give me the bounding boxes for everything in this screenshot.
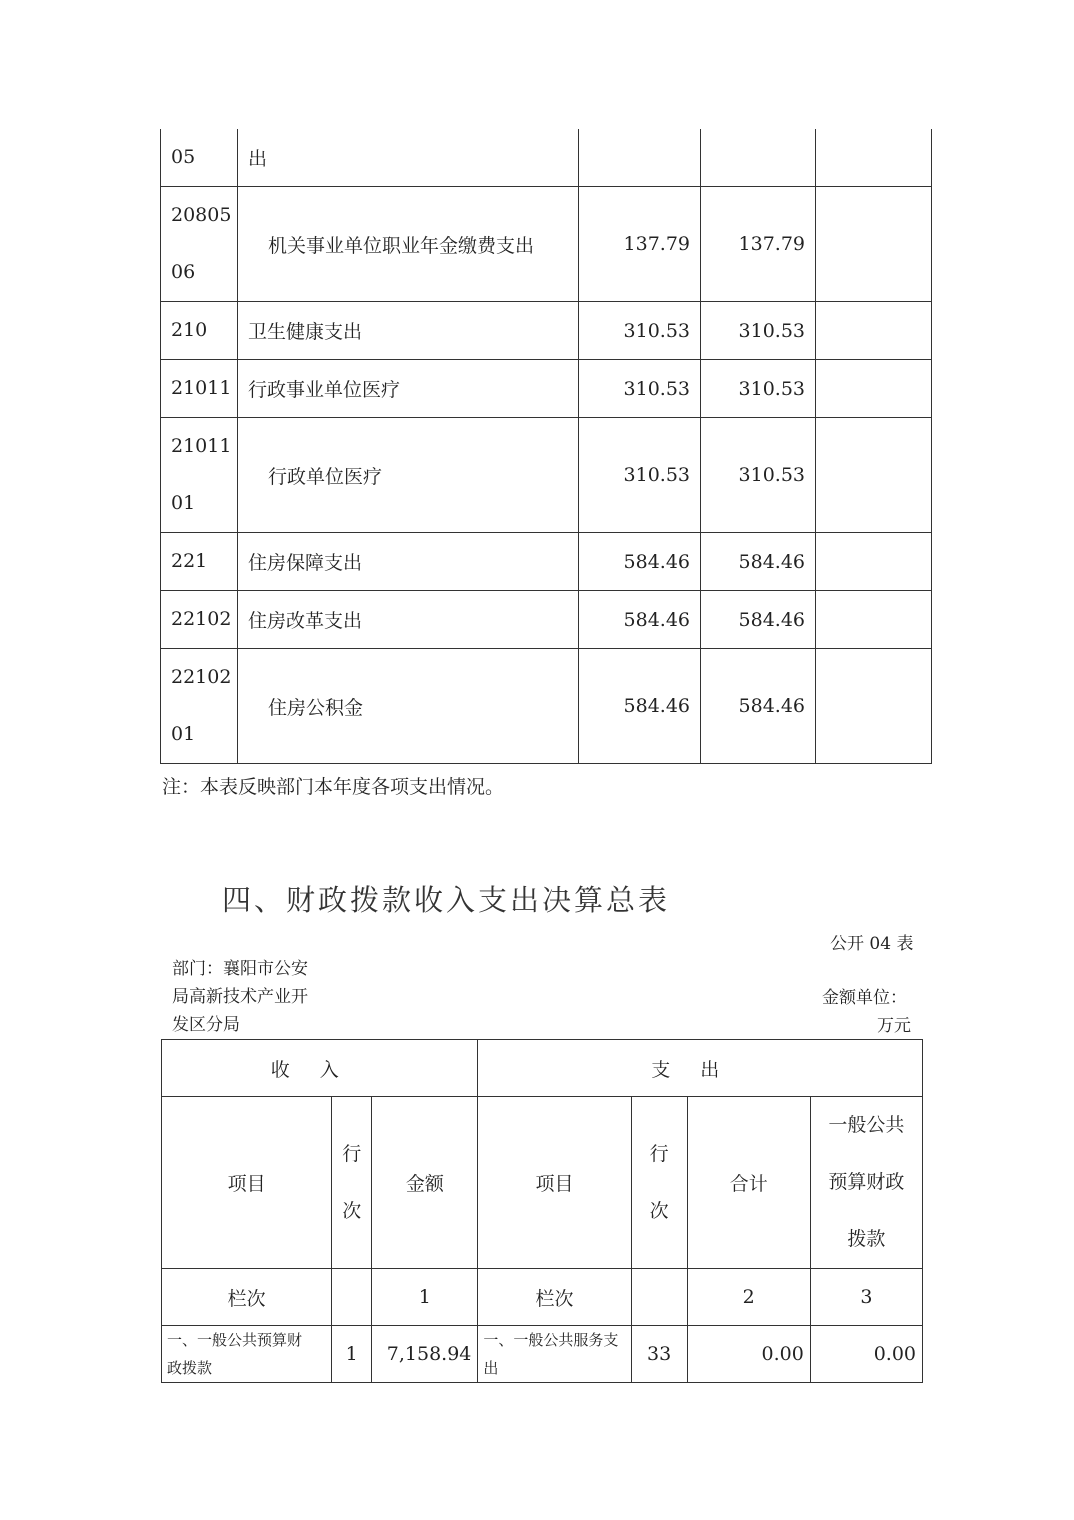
- amount-cell: [816, 591, 932, 649]
- expense-detail-table: [160, 129, 932, 764]
- amount-cell: 310.53: [579, 360, 701, 418]
- amount-cell: [816, 418, 932, 533]
- cell-line: 一、一般公共服务支: [483, 1331, 619, 1349]
- amount-cell: 584.46: [701, 591, 816, 649]
- code-cell: [161, 360, 238, 418]
- expense-row-no-cell: 33: [631, 1326, 687, 1383]
- department-line: 发区分局: [172, 1015, 240, 1035]
- amount-cell: [816, 129, 932, 187]
- expense-item-header: 项目: [478, 1097, 631, 1269]
- column-number: 1: [372, 1269, 478, 1326]
- item-name-cell: 卫生健康支出: [238, 302, 579, 360]
- code-cell: [161, 302, 238, 360]
- code-line: 22102: [171, 608, 232, 630]
- code-line: 06: [171, 261, 196, 283]
- amount-cell: [816, 302, 932, 360]
- amount-cell: 310.53: [579, 418, 701, 533]
- expense-header: 支出: [478, 1040, 923, 1097]
- table-row: [162, 1269, 923, 1326]
- header-line: 次: [649, 1199, 669, 1222]
- income-amount-header: 金额: [372, 1097, 478, 1269]
- income-item-header: 项目: [162, 1097, 332, 1269]
- fiscal-summary-table: [161, 1039, 923, 1383]
- amount-cell: [701, 129, 816, 187]
- expense-column-label: 栏次: [478, 1269, 631, 1326]
- amount-cell: [816, 187, 932, 302]
- general-budget-header: [810, 1097, 922, 1269]
- item-name-cell: 行政事业单位医疗: [238, 360, 579, 418]
- table-row: [161, 649, 932, 764]
- header-line: 行: [649, 1142, 669, 1165]
- expense-item-cell: [478, 1326, 631, 1383]
- unit-label: 金额单位：: [822, 988, 907, 1008]
- item-name-cell: 出: [238, 129, 579, 187]
- table-note: 注：本表反映部门本年度各项支出情况。: [162, 776, 505, 798]
- cell-line: 一、一般公共预算财: [167, 1331, 303, 1349]
- table-row: [162, 1097, 923, 1269]
- table-row: [161, 302, 932, 360]
- amount-cell: 310.53: [579, 302, 701, 360]
- empty-cell: [332, 1269, 372, 1326]
- code-line: 221: [171, 550, 208, 572]
- header-line: 行: [342, 1142, 362, 1165]
- code-cell: [161, 591, 238, 649]
- table-number: 公开 04 表: [830, 934, 914, 954]
- total-header: 合计: [687, 1097, 810, 1269]
- amount-cell: 584.46: [701, 649, 816, 764]
- code-line: 210: [171, 319, 208, 341]
- amount-cell: [579, 129, 701, 187]
- header-line: 预算财政: [828, 1171, 905, 1193]
- amount-cell: 584.46: [579, 533, 701, 591]
- code-cell: [161, 418, 238, 533]
- code-line: 22102: [171, 666, 232, 688]
- total-cell: 0.00: [687, 1326, 810, 1383]
- empty-cell: [631, 1269, 687, 1326]
- table-row: [161, 533, 932, 591]
- amount-cell: [816, 649, 932, 764]
- amount-cell: 137.79: [701, 187, 816, 302]
- code-line: 21011: [171, 377, 232, 399]
- column-number: 3: [810, 1269, 922, 1326]
- amount-cell: [816, 533, 932, 591]
- unit-value: 万元: [877, 1016, 911, 1036]
- table-row: [161, 187, 932, 302]
- item-name-cell: 住房改革支出: [238, 591, 579, 649]
- amount-cell: 137.79: [579, 187, 701, 302]
- department-line: 部门：襄阳市公安: [172, 959, 308, 979]
- amount-cell: 584.46: [579, 591, 701, 649]
- amount-cell: 310.53: [701, 418, 816, 533]
- income-header: 收入: [162, 1040, 478, 1097]
- code-cell: [161, 187, 238, 302]
- amount-cell: 584.46: [579, 649, 701, 764]
- cell-line: 出: [483, 1359, 499, 1377]
- table-row: [161, 129, 932, 187]
- item-name-cell: 机关事业单位职业年金缴费支出: [238, 187, 579, 302]
- code-cell: [161, 533, 238, 591]
- table-row: [162, 1326, 923, 1383]
- table-row: [161, 360, 932, 418]
- general-budget-cell: 0.00: [810, 1326, 922, 1383]
- amount-cell: 584.46: [701, 533, 816, 591]
- code-line: 21011: [171, 435, 232, 457]
- amount-cell: 310.53: [701, 302, 816, 360]
- expense-row-no-header: [631, 1097, 687, 1269]
- code-line: 01: [171, 723, 196, 745]
- department-line: 局高新技术产业开: [172, 987, 308, 1007]
- code-line: 01: [171, 492, 196, 514]
- header-line: 次: [342, 1199, 362, 1222]
- amount-cell: 310.53: [701, 360, 816, 418]
- header-line: 一般公共: [828, 1114, 905, 1136]
- department-label: [172, 955, 342, 1039]
- item-name-cell: 行政单位医疗: [238, 418, 579, 533]
- income-item-cell: [162, 1326, 332, 1383]
- table-row: [162, 1040, 923, 1097]
- table-row: [161, 418, 932, 533]
- table-row: [161, 591, 932, 649]
- code-line: 20805: [171, 204, 232, 226]
- income-row-no-header: [332, 1097, 372, 1269]
- code-cell: [161, 129, 238, 187]
- income-column-label: 栏次: [162, 1269, 332, 1326]
- item-name-cell: 住房保障支出: [238, 533, 579, 591]
- column-number: 2: [687, 1269, 810, 1326]
- income-amount-cell: 7,158.94: [372, 1326, 478, 1383]
- item-name-cell: 住房公积金: [238, 649, 579, 764]
- code-line: 05: [171, 146, 196, 168]
- header-line: 拨款: [847, 1228, 886, 1250]
- section-title: 四、财政拨款收入支出决算总表: [222, 883, 671, 917]
- amount-cell: [816, 360, 932, 418]
- code-cell: [161, 649, 238, 764]
- cell-line: 政拨款: [167, 1359, 213, 1377]
- income-row-no-cell: 1: [332, 1326, 372, 1383]
